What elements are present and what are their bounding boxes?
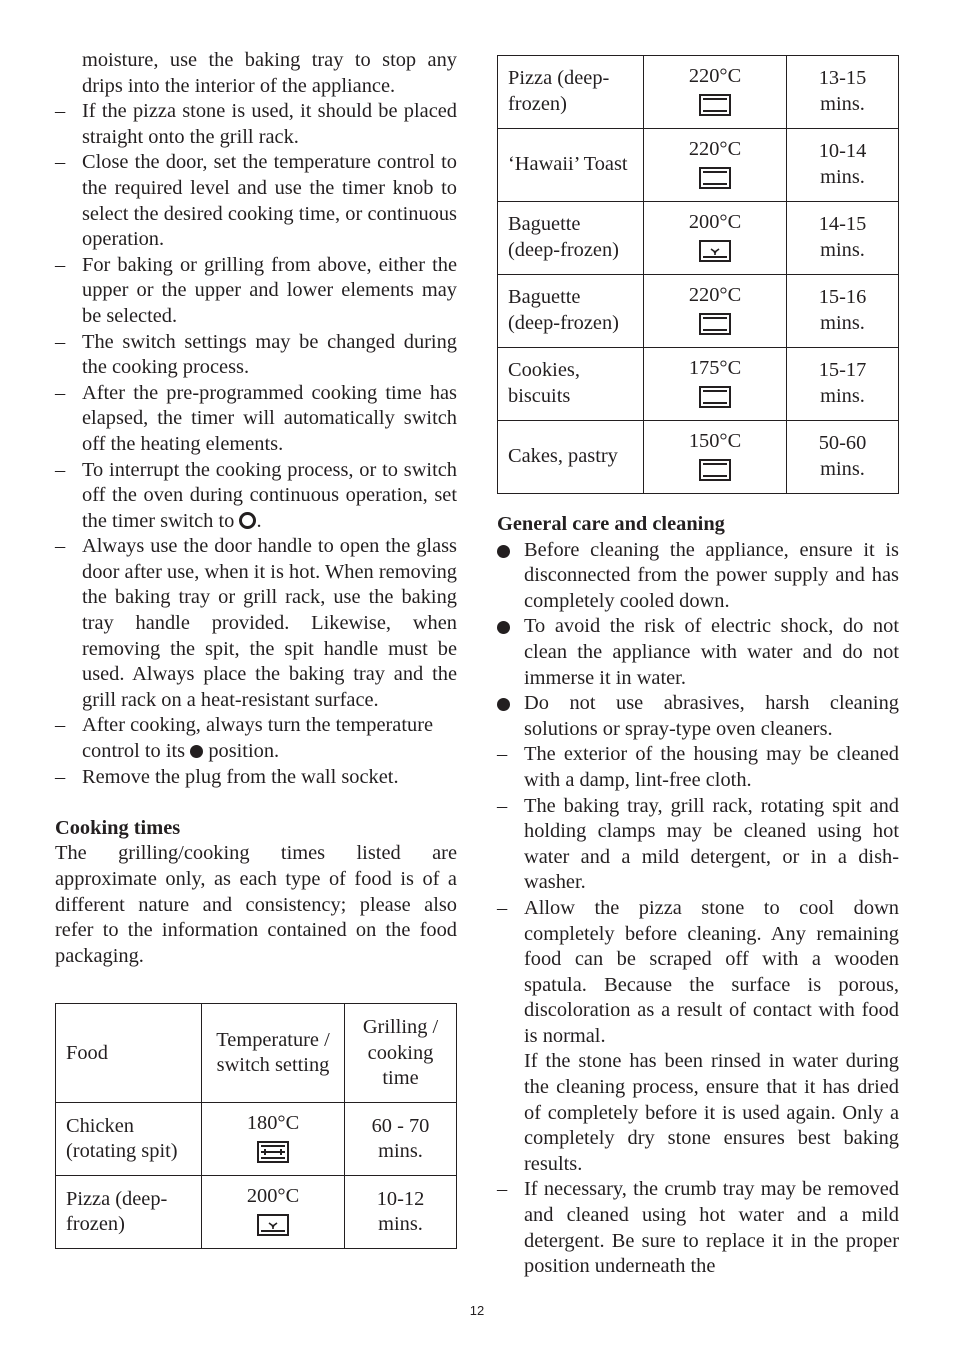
table-header-row	[56, 1004, 457, 1103]
temp-cell: 200°C	[644, 202, 787, 275]
table-row	[498, 56, 899, 129]
dash-marker: –	[55, 535, 66, 558]
care-bullet-item: Before cleaning the appliance, ensure it is disconnected from the power supply and has completely cooled down.	[497, 538, 899, 615]
food-cell: Cakes, pastry	[498, 421, 644, 494]
temp-cell: 180°C	[202, 1103, 345, 1176]
food-cell: Pizza (deep-frozen)	[56, 1176, 202, 1249]
temp-cell: 175°C	[644, 348, 787, 421]
dash-marker: –	[55, 714, 66, 737]
time-cell: 10-14 mins.	[787, 129, 899, 202]
time-cell: 10-12 mins.	[345, 1176, 457, 1249]
food-cell: Baguette (deep-frozen)	[498, 202, 644, 275]
upper-lower-heat-icon	[699, 386, 731, 408]
table-row	[498, 348, 899, 421]
instruction-item-interrupt: – To interrupt the cooking process, or to switch off the oven during continuous operation, set the timer switch to .	[55, 458, 457, 532]
dash-marker: –	[497, 743, 508, 766]
food-cell: Pizza (deep-frozen)	[498, 56, 644, 129]
food-cell: Cookies, biscuits	[498, 348, 644, 421]
time-cell: 14-15 mins.	[787, 202, 899, 275]
upper-lower-heat-icon	[699, 167, 731, 189]
table-row	[498, 202, 899, 275]
temp-cell: 220°C	[644, 56, 787, 129]
care-dash-item: – Allow the pizza stone to cool down completely before cleaning. Any remaining food can be scraped off with a wooden spatula. Because the surface is porous, discoloration as a result of contact with food is normal.	[497, 896, 899, 1047]
intro-continuation: moisture, use the baking tray to stop any drips into the interior of the appliance.	[82, 49, 457, 97]
care-dash-item: – The baking tray, grill rack, rotating spit and holding clamps may be cleaned using hot water and a mild detergent, or in a dish-washer.	[497, 794, 899, 894]
cooking-times-table	[55, 1003, 457, 1249]
cooking-times-text: The grilling/cooking times listed are approximate only, as each type of food is of a different nature and consistency; please also refer to the information contained on the food packaging.	[55, 842, 457, 967]
food-cell: Chicken (rotating spit)	[56, 1103, 202, 1176]
temp-cell: 200°C	[202, 1176, 345, 1249]
page-number: 12	[469, 1303, 485, 1318]
upper-lower-heat-icon	[699, 94, 731, 116]
instruction-item: – The switch settings may be changed during the cooking process.	[55, 330, 457, 379]
time-cell: 60 - 70 mins.	[345, 1103, 457, 1176]
care-bullet-item: To avoid the risk of electric shock, do not clean the appliance with water and do not immerse it in water.	[497, 614, 899, 691]
time-cell: 15-16 mins.	[787, 275, 899, 348]
table-row	[56, 1103, 457, 1176]
instruction-item: – For baking or grilling from above, either the upper or the upper and lower elements may be selected.	[55, 253, 457, 327]
temp-cell: 220°C	[644, 129, 787, 202]
fan-icon	[699, 240, 731, 262]
stone-continuation: If the stone has been rinsed in water during the cleaning process, ensure that it has dried of completely before it is used again. Only a completely dry stone ensures best baking results.	[524, 1050, 899, 1175]
dash-marker: –	[55, 151, 66, 174]
dash-marker: –	[497, 896, 508, 919]
time-cell: 50-60 mins.	[787, 421, 899, 494]
fan-icon	[257, 1214, 289, 1236]
dash-marker: –	[55, 330, 66, 353]
upper-lower-heat-icon	[699, 313, 731, 335]
food-cell: Baguette (deep-frozen)	[498, 275, 644, 348]
off-dot-icon	[190, 745, 203, 758]
header-time: Grilling / cooking time	[345, 1004, 457, 1103]
temp-cell: 150°C	[644, 421, 787, 494]
instruction-item: – Remove the plug from the wall socket.	[55, 765, 457, 791]
bullet-dot-icon	[497, 621, 510, 634]
dash-marker: –	[497, 794, 508, 817]
time-cell: 15-17 mins.	[787, 348, 899, 421]
upper-lower-heat-icon	[699, 459, 731, 481]
bullet-dot-icon	[497, 545, 510, 558]
dash-marker: –	[55, 253, 66, 276]
timer-off-ring-icon	[239, 512, 256, 529]
instruction-item: – Always use the door handle to open the glass door after use, when it is hot. When removing the baking tray or grill rack, use the baking tray handle provided. Likewise, when removing the spit, the spit handle must be used. Always place the baking tray and the grill rack on a heat-resistant surface.	[55, 535, 457, 711]
care-dash-item: – The exterior of the housing may be cleaned with a damp, lint-free cloth.	[497, 743, 899, 791]
header-food: Food	[56, 1004, 202, 1103]
care-cleaning-heading: General care and cleaning	[497, 513, 725, 535]
instruction-item: – If the pizza stone is used, it should be placed straight onto the grill rack.	[55, 100, 457, 148]
dash-marker: –	[55, 458, 66, 481]
time-cell: 13-15 mins.	[787, 56, 899, 129]
left-column	[55, 48, 457, 1249]
food-cell: ‘Hawaii’ Toast	[498, 129, 644, 202]
dash-marker: –	[55, 381, 66, 404]
table-row	[498, 129, 899, 202]
care-dash-item: – If necessary, the crumb tray may be removed and cleaned using hot water and a mild detergent. Be sure to replace it in the proper position underneath the	[497, 1178, 899, 1278]
cooking-times-table-continued	[497, 55, 899, 494]
instruction-item: – Close the door, set the temperature control to the required level and use the timer knob to select the desired cooking time, or continuous operation.	[55, 151, 457, 251]
cooking-times-heading: Cooking times	[55, 816, 181, 839]
right-column	[497, 55, 899, 1280]
table-row	[498, 421, 899, 494]
header-temperature: Temperature / switch setting	[202, 1004, 345, 1103]
spit-icon	[257, 1141, 289, 1163]
table-row	[498, 275, 899, 348]
dash-marker: –	[55, 765, 66, 788]
temp-cell: 220°C	[644, 275, 787, 348]
dash-marker: –	[497, 1178, 508, 1201]
instruction-item: – After the pre-programmed cooking time has elapsed, the timer will automatically switch off the heating elements.	[55, 381, 457, 455]
table-row	[56, 1176, 457, 1249]
bullet-dot-icon	[497, 698, 510, 711]
care-bullet-item: Do not use abrasives, harsh cleaning solutions or spray-type oven cleaners.	[497, 691, 899, 742]
dash-marker: –	[55, 100, 66, 123]
instruction-item-after-cooking: – After cooking, always turn the temperature control to its position.	[55, 714, 434, 763]
